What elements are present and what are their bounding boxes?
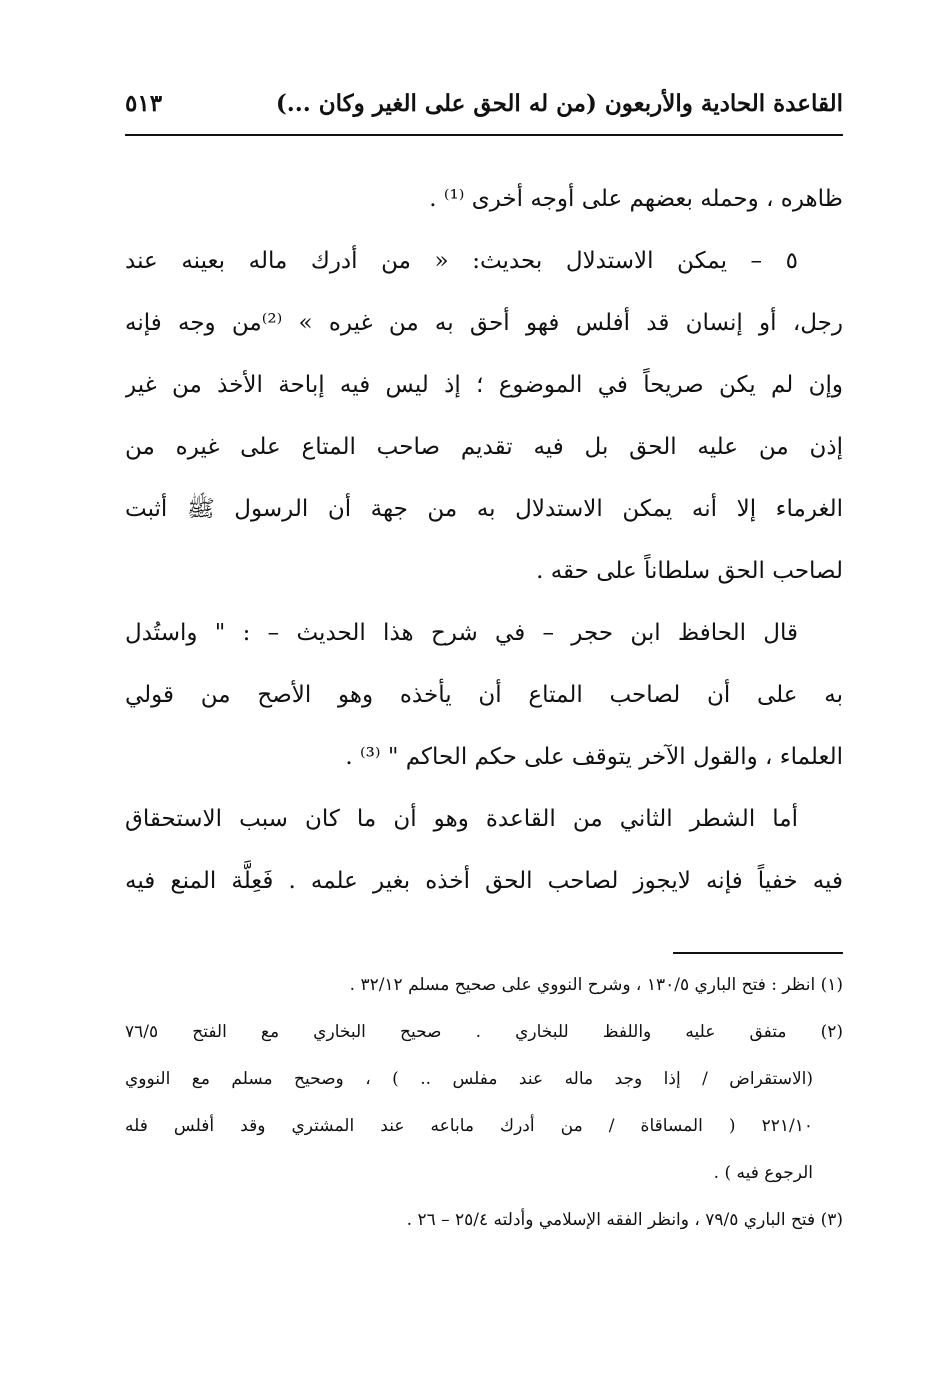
running-header — [125, 78, 843, 128]
text-line: إذن من عليه الحق بل فيه تقديم صاحب المتاع على غيره من — [125, 434, 843, 460]
footnote-1: (١) انظر : فتح الباري ١٣٠/٥ ، وشرح النووي على صحيح مسلم ٣٢/١٢ . — [349, 975, 843, 995]
page-number: ٥١٣ — [125, 89, 163, 117]
footnote-2: (٢) متفق عليه واللفظ للبخاري . صحيح البخاري مع الفتح ٧٦/٥ — [125, 1022, 843, 1042]
footnote-2-cont: ٢٢١/١٠ ( المساقاة / من أدرك ماباعه عند المشتري وقد أفلس فله — [125, 1116, 813, 1136]
text-line: به على أن لصاحب المتاع أن يأخذه وهو الأصح من قولي — [125, 682, 843, 708]
text-line: وإن لم يكن صريحاً في الموضوع ؛ إذ ليس فيه إباحة الأخذ من غير — [125, 372, 843, 398]
text-line: ٥ – يمكن الاستدلال بحديث: « من أدرك ماله بعينه عند — [125, 248, 798, 274]
footnote-separator — [673, 952, 843, 954]
text-line: ظاهره ، وحمله بعضهم على أوجه أخرى ⁽¹⁾ . — [429, 186, 843, 212]
text-line: الغرماء إلا أنه يمكن الاستدلال به من جهة أن الرسول ﷺ أثبت — [125, 496, 843, 522]
footnote-2-cont: الرجوع فيه ) . — [713, 1163, 813, 1183]
header-rule — [125, 134, 843, 136]
text-line: أما الشطر الثاني من القاعدة وهو أن ما كان سبب الاستحقاق — [125, 806, 798, 832]
text-line: رجل، أو إنسان قد أفلس فهو أحق به من غيره » ⁽²⁾من وجه فإنه — [125, 310, 843, 336]
text-line: لصاحب الحق سلطاناً على حقه . — [536, 558, 843, 584]
main-text — [125, 168, 843, 912]
text-line: قال الحافظ ابن حجر – في شرح هذا الحديث – : " واستُدل — [125, 620, 798, 646]
footnote-3: (٣) فتح الباري ٧٩/٥ ، وانظر الفقه الإسلامي وأدلته ٢٥/٤ – ٢٦ . — [406, 1210, 843, 1230]
text-line: العلماء ، والقول الآخر يتوقف على حكم الحاكم " ⁽³⁾ . — [345, 744, 843, 770]
footnotes — [125, 962, 843, 1244]
footnote-2-cont: (الاستقراض / إذا وجد ماله عند مفلس .. ) ، وصحيح مسلم مع النووي — [125, 1069, 813, 1089]
header-title: القاعدة الحادية والأربعون (من له الحق على الغير وكان ...) — [275, 89, 843, 117]
text-line: فيه خفياً فإنه لايجوز لصاحب الحق أخذه بغير علمه . فَعِلَّة المنع فيه — [125, 868, 843, 894]
